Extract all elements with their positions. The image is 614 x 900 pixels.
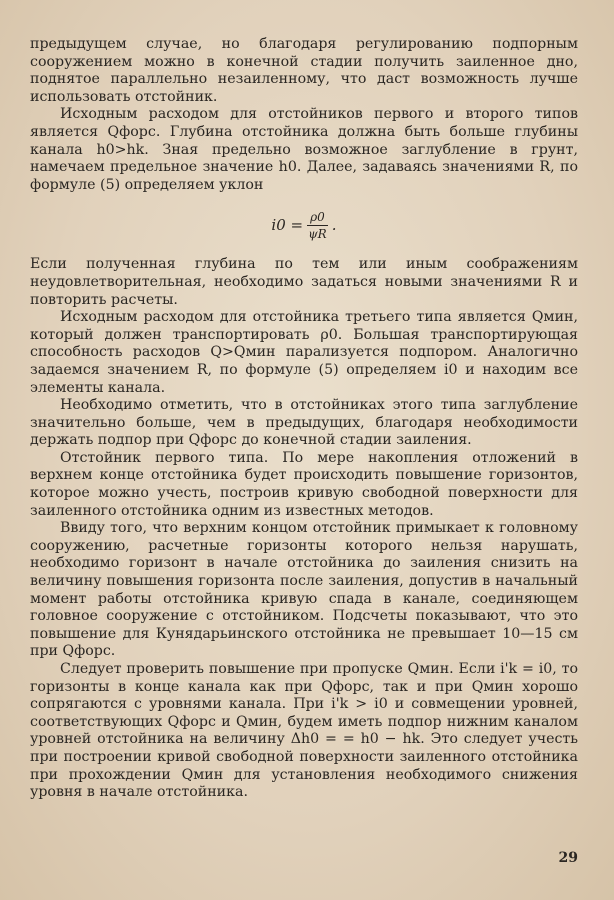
formula-numerator: ρ0 bbox=[307, 210, 328, 226]
page-number: 29 bbox=[558, 850, 578, 866]
paragraph-6: Отстойник первого типа. По мере накопления отложений в верхнем конце отстойника будет происходить повышение горизонтов, которое можно учесть, построив кривую свободной поверхности для заиленного отстойника одним из известных методов. bbox=[30, 449, 578, 519]
paragraph-5: Необходимо отметить, что в отстойниках этого типа заглубление значительно больше, чем в предыдущих, благодаря необходимости держать подпор при Qфорс до конечной стадии заиления. bbox=[30, 397, 578, 449]
paragraph-1: предыдущем случае, но благодаря регулированию подпорным сооружением можно в конечной стадии получить заиленное дно, поднятое параллельно незаиленному, что даст возможность лучше использовать отстойник. bbox=[30, 36, 578, 105]
paragraph-2: Исходным расходом для отстойников первого и второго типов является Qфорс. Глубина отстойника должна быть больше глубины канала h0>hk. Зная предельно возможное заглубление в грунт, намечаем предельное значение h0. Далее, задаваясь значениями R, по формуле (5) определяем уклон bbox=[30, 106, 578, 193]
paragraph-7: Ввиду того, что верхним концом отстойник примыкает к головному сооружению, расчетные горизонты которого нельзя нарушать, необходимо горизонт в начале отстойника до заиления снизить на величину повышения горизонта после заиления, допустив в начальный момент работы отстойника кривую спада в канале, соединяющем головное сооружение с отстойником. Подсчеты показывают, что это повышение для Кунядарьинского отстойника не превышает 10—15 см при Qфорс. bbox=[30, 520, 578, 660]
formula-denominator: ψR bbox=[308, 226, 327, 241]
formula-lhs: i0 = bbox=[271, 216, 304, 235]
formula-end: . bbox=[331, 216, 337, 235]
page-text bbox=[30, 36, 578, 802]
paragraph-3: Если полученная глубина по тем или иным соображениям неудовлетворительная, необходимо задаться новыми значениями R и повторить расчеты. bbox=[30, 256, 578, 308]
paragraph-4: Исходным расходом для отстойника третьего типа является Qмин, который должен транспортировать ρ0. Большая транспортирующая способность расходов Q>Qмин парализуется подпором. Аналогично задаемся значением R, по формуле (5) определяем i0 и находим все элементы канала. bbox=[30, 309, 578, 396]
formula-fraction bbox=[307, 210, 328, 241]
formula-slope bbox=[30, 194, 578, 256]
paragraph-8: Следует проверить повышение при пропуске Qмин. Если i'k = i0, то горизонты в конце канала как при Qфорс, так и при Qмин хорошо сопрягаются с уровнями канала. При i'k > i0 и совмещении уровней, соответствующих Qфорс и Qмин, будем иметь подпор нижним каналом уровней отстойника на величину Δh0 = = h0 − hk. Это следует учесть при построении кривой свободной поверхности заиленного отстойника при прохождении Qмин для установления необходимого снижения уровня в начале отстойника. bbox=[30, 661, 578, 801]
